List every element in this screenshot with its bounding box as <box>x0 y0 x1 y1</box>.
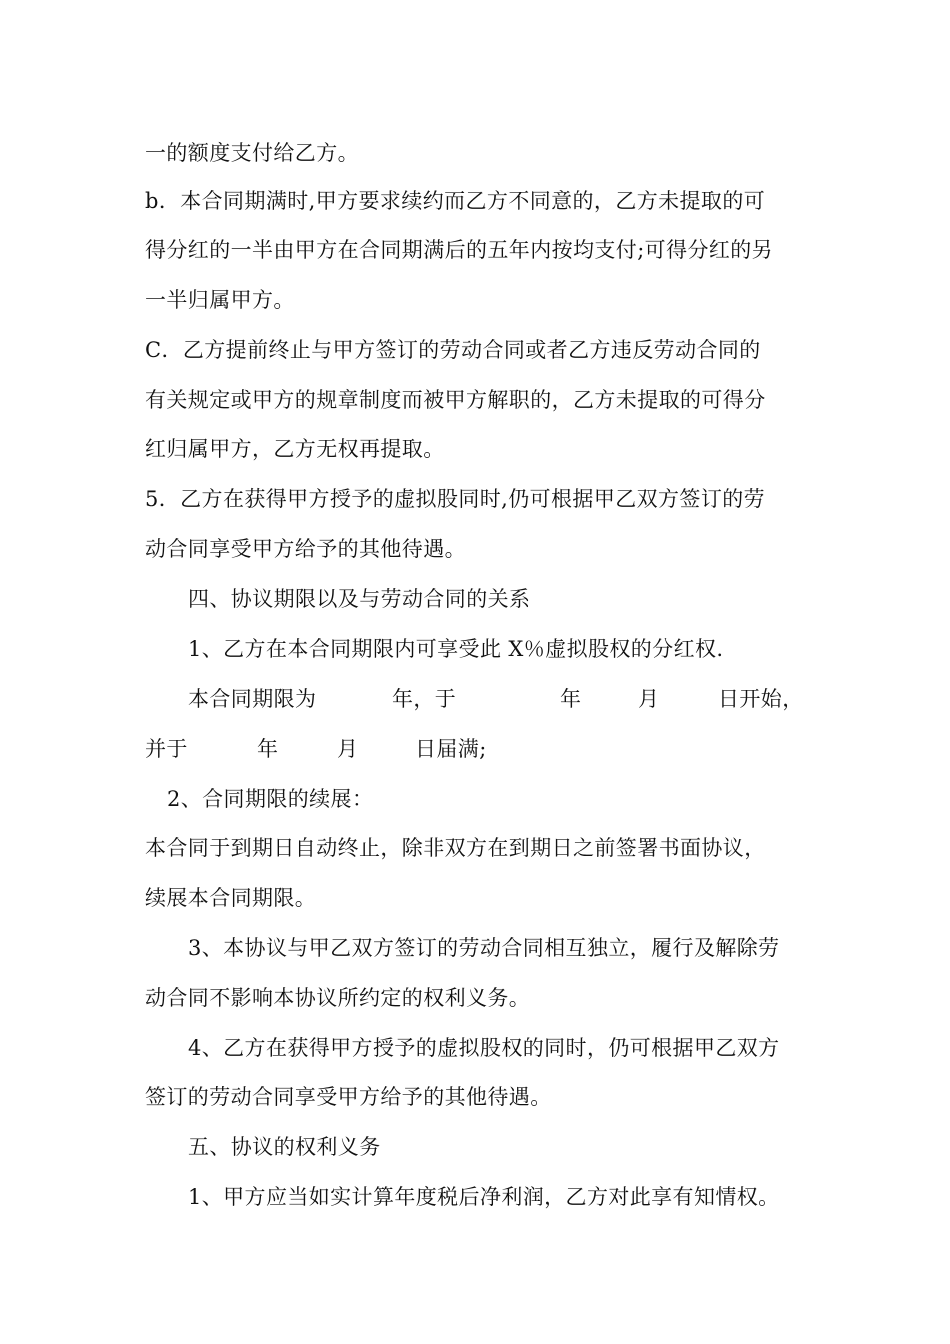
expiry-month-label: 月 <box>337 737 359 761</box>
start-year-label: 年 <box>560 687 582 711</box>
section-heading: 四、协议期限以及与劳动合同的关系 <box>188 587 531 611</box>
paragraph-line: 动合同享受甲方给予的其他待遇。 <box>145 537 466 561</box>
expiry-prefix: 并于 <box>145 737 188 761</box>
paragraph-line: 红归属甲方，乙方无权再提取。 <box>145 437 445 461</box>
paragraph-line: 签订的劳动合同享受甲方给予的其他待遇。 <box>145 1085 552 1109</box>
paragraph-line: 得分红的一半由甲方在合同期满后的五年内按均支付;可得分红的另 <box>145 238 774 262</box>
paragraph-line: 动合同不影响本协议所约定的权利义务。 <box>145 986 531 1010</box>
paragraph-line: 一半归属甲方。 <box>145 288 295 312</box>
paragraph-line: 有关规定或甲方的规章制度而被甲方解职的，乙方未提取的可得分 <box>145 388 766 412</box>
paragraph-line: 本合同于到期日自动终止，除非双方在到期日之前签署书面协议， <box>145 836 766 860</box>
term-year-label: 年，于 <box>392 687 457 711</box>
expiry-year-label: 年 <box>257 737 279 761</box>
term-prefix: 本合同期限为 <box>188 687 317 711</box>
expiry-line <box>145 734 545 764</box>
paragraph-line: 一的额度支付给乙方。 <box>145 141 359 165</box>
term-line <box>188 684 808 714</box>
paragraph-line: 4、乙方在获得甲方授予的虚拟股权的同时，仍可根据甲乙双方 <box>188 1036 780 1060</box>
paragraph-line: 1、甲方应当如实计算年度税后净利润，乙方对此享有知情权。 <box>188 1185 780 1209</box>
paragraph-line: 3、本协议与甲乙双方签订的劳动合同相互独立，履行及解除劳 <box>188 936 780 960</box>
paragraph-line: 5．乙方在获得甲方授予的虚拟股同时,仍可根据甲乙双方签订的劳 <box>145 487 766 511</box>
paragraph-line: b．本合同期满时,甲方要求续约而乙方不同意的，乙方未提取的可 <box>145 189 766 213</box>
start-day-label: 日开始， <box>718 687 804 711</box>
paragraph-line: 1、乙方在本合同期限内可享受此 X％虚拟股权的分红权. <box>188 637 724 661</box>
start-month-label: 月 <box>638 687 660 711</box>
paragraph-line: 续展本合同期限。 <box>145 886 317 910</box>
paragraph-line: C．乙方提前终止与甲方签订的劳动合同或者乙方违反劳动合同的 <box>145 338 761 362</box>
section-heading: 五、协议的权利义务 <box>188 1135 381 1159</box>
paragraph-line: 2、合同期限的续展： <box>167 787 374 811</box>
expiry-day-label: 日届满; <box>415 737 487 761</box>
